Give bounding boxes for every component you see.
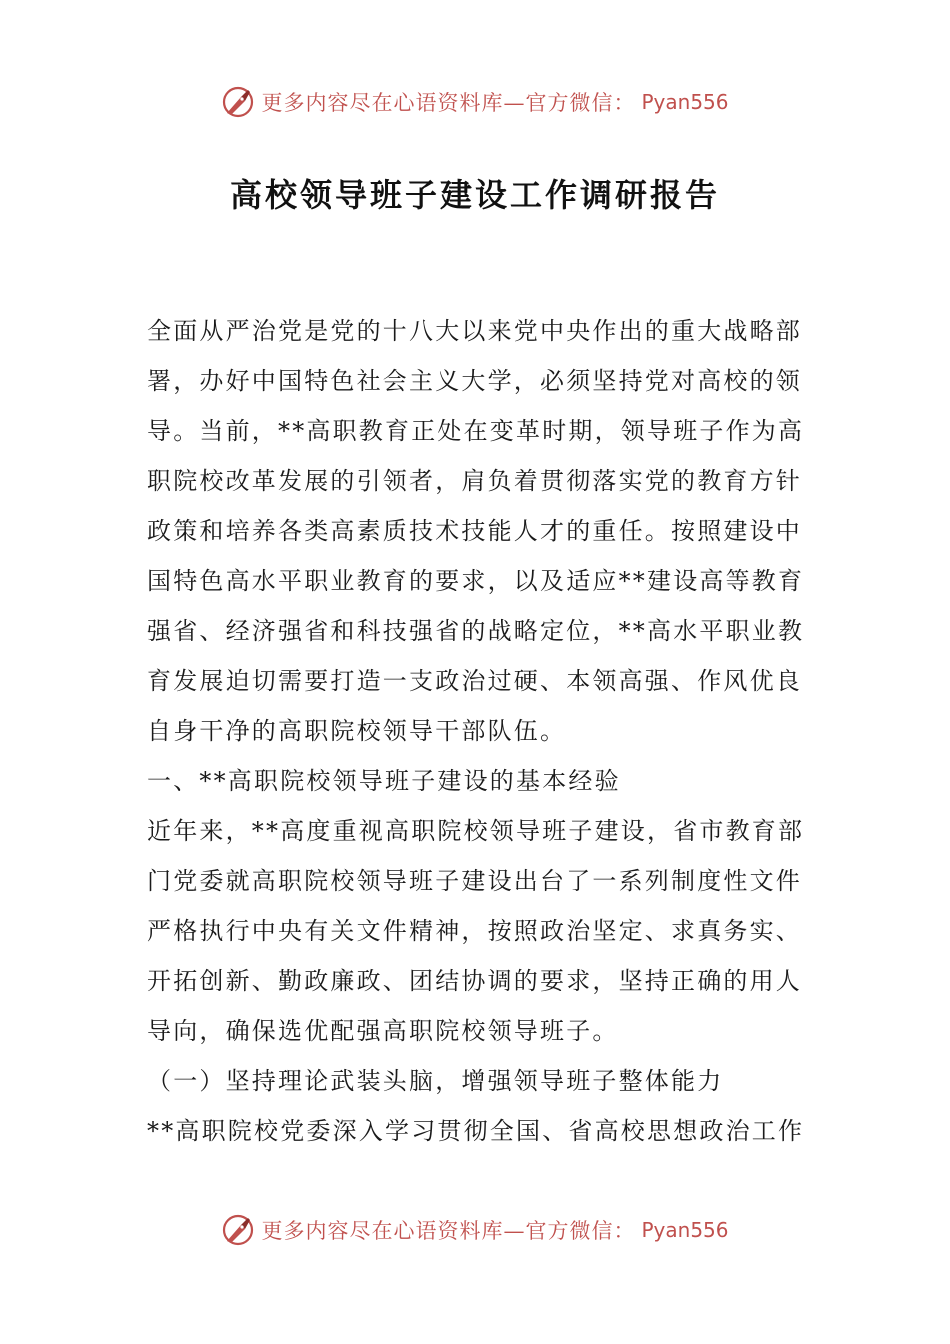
paragraph-line: 门党委就高职院校领导班子建设出台了一系列制度性文件 [147,867,802,895]
document-body [147,306,807,1156]
paragraph-line: 导向，确保选优配强高职院校领导班子。 [147,1017,619,1045]
paragraph-line: 署，办好中国特色社会主义大学，必须坚持党对高校的领 [147,367,802,395]
paragraph-line: 导。当前，**高职教育正处在变革时期，领导班子作为高 [147,417,805,445]
subsection-heading: （一）坚持理论武装头脑，增强领导班子整体能力 [147,1067,724,1095]
header-banner [0,82,950,122]
document-title: 高校领导班子建设工作调研报告 [229,176,720,214]
paragraph-line: 近年来，**高度重视高职院校领导班子建设，省市教育部 [147,817,805,845]
paragraph-line: 职院校改革发展的引领者，肩负着贯彻落实党的教育方针 [147,467,802,495]
paragraph-line: 育发展迫切需要打造一支政治过硬、本领高强、作风优良 [147,667,802,695]
banner-wechat-id: Pyan556 [641,90,729,114]
paragraph-line: 全面从严治党是党的十八大以来党中央作出的重大战略部 [147,317,802,345]
paragraph-line: 开拓创新、勤政廉政、团结协调的要求，坚持正确的用人 [147,967,802,995]
pen-nib-logo-icon [221,1213,255,1247]
paragraph-line: 政策和培养各类高素质技术技能人才的重任。按照建设中 [147,517,802,545]
paragraph-line: 严格执行中央有关文件精神，按照政治坚定、求真务实、 [147,917,802,945]
paragraph-line: 国特色高水平职业教育的要求，以及适应**建设高等教育 [147,567,805,595]
footer-banner [0,1210,950,1250]
paragraph-line: 自身干净的高职院校领导干部队伍。 [147,717,567,745]
banner-wechat-id: Pyan556 [641,1218,729,1242]
banner-text: 更多内容尽在心语资料库—官方微信： [261,1219,636,1243]
pen-nib-logo-icon [221,85,255,119]
section-heading: 一、**高职院校领导班子建设的基本经验 [147,767,621,795]
paragraph-line: **高职院校党委深入学习贯彻全国、省高校思想政治工作 [147,1117,805,1145]
paragraph-line: 强省、经济强省和科技强省的战略定位，**高水平职业教 [147,617,805,645]
banner-text: 更多内容尽在心语资料库—官方微信： [261,91,636,115]
